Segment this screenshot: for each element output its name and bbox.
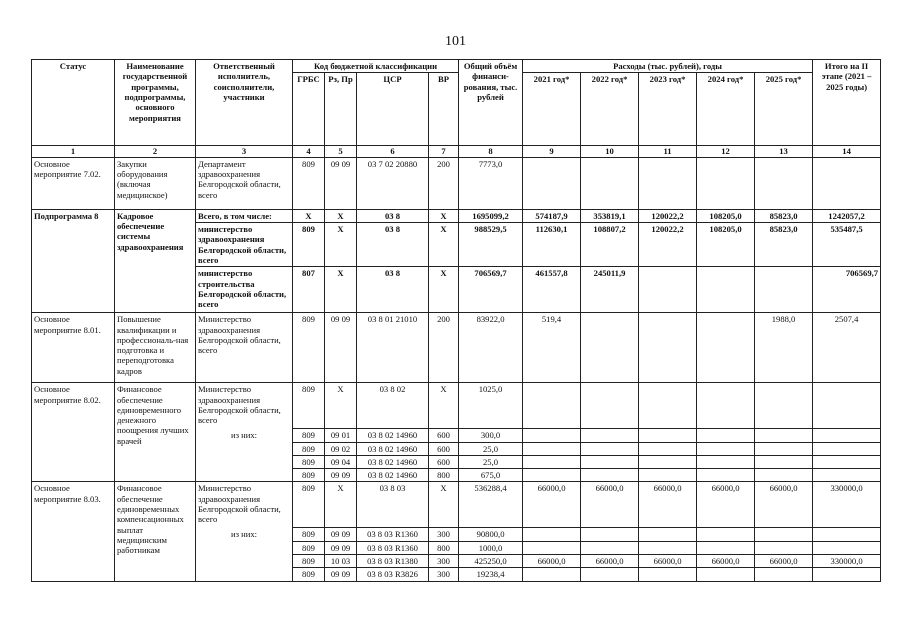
grbs-cell: 809 bbox=[293, 313, 325, 383]
responsible-cell: из них: bbox=[196, 528, 293, 541]
vr-cell: X bbox=[429, 383, 459, 429]
vr-cell: 600 bbox=[429, 442, 459, 455]
responsible-cell: министерство здравоохранения Белгородской области, всего bbox=[196, 222, 293, 266]
total-cell: 90800,0 bbox=[459, 528, 523, 541]
itogo-cell: 330000,0 bbox=[813, 555, 881, 568]
grbs-cell: 809 bbox=[293, 469, 325, 482]
grbs-cell: 809 bbox=[293, 157, 325, 209]
col-num: 13 bbox=[755, 146, 813, 157]
rz-cell: X bbox=[325, 222, 357, 266]
y2023-cell: 66000,0 bbox=[639, 555, 697, 568]
vr-cell: 600 bbox=[429, 429, 459, 442]
y2023-cell bbox=[639, 313, 697, 383]
rz-cell: 09 09 bbox=[325, 568, 357, 581]
col-num: 4 bbox=[293, 146, 325, 157]
csr-cell: 03 8 02 14960 bbox=[357, 429, 429, 442]
col-num: 5 bbox=[325, 146, 357, 157]
col-num: 2 bbox=[115, 146, 196, 157]
table-row bbox=[32, 157, 881, 209]
header-name: Наименование государственной программы, подпрограммы, основного мероприятия bbox=[115, 60, 196, 146]
y2021-cell: 461557,8 bbox=[523, 267, 581, 313]
y2024-cell bbox=[697, 157, 755, 209]
y2022-cell bbox=[581, 157, 639, 209]
csr-cell: 03 8 bbox=[357, 267, 429, 313]
rz-cell: 09 09 bbox=[325, 313, 357, 383]
y2024-cell: 108205,0 bbox=[697, 222, 755, 266]
status-cell: Основное мероприятие 8.01. bbox=[32, 313, 115, 383]
header-budget-code: Код бюджетной классификации bbox=[293, 60, 459, 73]
y2023-cell bbox=[639, 267, 697, 313]
grbs-cell: 809 bbox=[293, 429, 325, 442]
y2024-cell bbox=[697, 313, 755, 383]
grbs-cell: 809 bbox=[293, 222, 325, 266]
total-cell: 1025,0 bbox=[459, 383, 523, 429]
vr-cell: 300 bbox=[429, 555, 459, 568]
name-cell: Закупки оборудования (включая медицинское) bbox=[115, 157, 196, 209]
y2021-cell bbox=[523, 157, 581, 209]
rz-cell: 09 09 bbox=[325, 469, 357, 482]
csr-cell: 03 8 02 bbox=[357, 383, 429, 429]
header-responsible: Ответственный исполнитель, соисполнители, участники bbox=[196, 60, 293, 146]
col-num: 3 bbox=[196, 146, 293, 157]
vr-cell: 800 bbox=[429, 541, 459, 554]
y2025-cell bbox=[755, 267, 813, 313]
responsible-cell: Всего, в том числе: bbox=[196, 209, 293, 222]
y2025-cell bbox=[755, 383, 813, 429]
grbs-cell: 809 bbox=[293, 383, 325, 429]
csr-cell: 03 8 03 R3826 bbox=[357, 568, 429, 581]
status-cell: Основное мероприятие 7.02. bbox=[32, 157, 115, 209]
y2021-cell: 66000,0 bbox=[523, 555, 581, 568]
total-cell: 83922,0 bbox=[459, 313, 523, 383]
col-num: 6 bbox=[357, 146, 429, 157]
y2024-cell: 66000,0 bbox=[697, 555, 755, 568]
responsible-cell bbox=[196, 541, 293, 554]
grbs-cell: 809 bbox=[293, 541, 325, 554]
header-2025: 2025 год* bbox=[755, 73, 813, 146]
total-cell: 425250,0 bbox=[459, 555, 523, 568]
y2022-cell: 108807,2 bbox=[581, 222, 639, 266]
y2023-cell: 66000,0 bbox=[639, 482, 697, 528]
y2025-cell: 85823,0 bbox=[755, 209, 813, 222]
y2022-cell: 353819,1 bbox=[581, 209, 639, 222]
responsible-cell bbox=[196, 469, 293, 482]
vr-cell: X bbox=[429, 222, 459, 266]
csr-cell: 03 8 02 14960 bbox=[357, 469, 429, 482]
name-cell: Финансовое обеспечение единовременных компенсационных выплат медицинским работникам bbox=[115, 482, 196, 581]
rz-cell: 10 03 bbox=[325, 555, 357, 568]
vr-cell: 800 bbox=[429, 469, 459, 482]
y2025-cell: 66000,0 bbox=[755, 555, 813, 568]
rz-cell: 09 04 bbox=[325, 455, 357, 468]
header-2022: 2022 год* bbox=[581, 73, 639, 146]
y2024-cell: 108205,0 bbox=[697, 209, 755, 222]
csr-cell: 03 8 bbox=[357, 222, 429, 266]
budget-table bbox=[31, 59, 881, 582]
csr-cell: 03 8 03 R1360 bbox=[357, 541, 429, 554]
responsible-cell bbox=[196, 442, 293, 455]
rz-cell: 09 02 bbox=[325, 442, 357, 455]
csr-cell: 03 8 02 14960 bbox=[357, 442, 429, 455]
y2022-cell bbox=[581, 383, 639, 429]
table-row bbox=[32, 383, 881, 429]
page-number: 101 bbox=[445, 34, 466, 49]
table-row bbox=[32, 482, 881, 528]
status-cell: Основное мероприятие 8.02. bbox=[32, 383, 115, 482]
y2024-cell bbox=[697, 267, 755, 313]
itogo-cell: 2507,4 bbox=[813, 313, 881, 383]
vr-cell: X bbox=[429, 267, 459, 313]
y2022-cell: 66000,0 bbox=[581, 555, 639, 568]
name-cell: Кадровое обеспечение системы здравоохранения bbox=[115, 209, 196, 313]
rz-cell: 09 09 bbox=[325, 528, 357, 541]
col-num: 8 bbox=[459, 146, 523, 157]
rz-cell: 09 01 bbox=[325, 429, 357, 442]
csr-cell: 03 8 03 bbox=[357, 482, 429, 528]
itogo-cell bbox=[813, 383, 881, 429]
total-cell: 1695099,2 bbox=[459, 209, 523, 222]
header-vr: ВР bbox=[429, 73, 459, 146]
grbs-cell: 809 bbox=[293, 442, 325, 455]
rz-cell: 09 09 bbox=[325, 541, 357, 554]
vr-cell: 300 bbox=[429, 568, 459, 581]
grbs-cell: X bbox=[293, 209, 325, 222]
csr-cell: 03 8 03 R1360 bbox=[357, 528, 429, 541]
y2021-cell: 66000,0 bbox=[523, 482, 581, 528]
y2023-cell: 120022,2 bbox=[639, 222, 697, 266]
itogo-cell: 330000,0 bbox=[813, 482, 881, 528]
grbs-cell: 809 bbox=[293, 455, 325, 468]
y2025-cell bbox=[755, 157, 813, 209]
y2021-cell bbox=[523, 383, 581, 429]
grbs-cell: 809 bbox=[293, 568, 325, 581]
y2022-cell: 245011,9 bbox=[581, 267, 639, 313]
responsible-cell: из них: bbox=[196, 429, 293, 442]
col-num: 7 bbox=[429, 146, 459, 157]
total-cell: 1000,0 bbox=[459, 541, 523, 554]
itogo-cell: 706569,7 bbox=[813, 267, 881, 313]
y2023-cell bbox=[639, 383, 697, 429]
col-num: 11 bbox=[639, 146, 697, 157]
y2024-cell: 66000,0 bbox=[697, 482, 755, 528]
header-2023: 2023 год* bbox=[639, 73, 697, 146]
total-cell: 7773,0 bbox=[459, 157, 523, 209]
y2025-cell: 85823,0 bbox=[755, 222, 813, 266]
vr-cell: 600 bbox=[429, 455, 459, 468]
col-num: 1 bbox=[32, 146, 115, 157]
grbs-cell: 809 bbox=[293, 482, 325, 528]
total-cell: 536288,4 bbox=[459, 482, 523, 528]
csr-cell: 03 8 03 R1380 bbox=[357, 555, 429, 568]
grbs-cell: 809 bbox=[293, 555, 325, 568]
header-status: Статус bbox=[32, 60, 115, 146]
responsible-cell: Министерство здравоохранения Белгородской области, всего bbox=[196, 482, 293, 528]
grbs-cell: 809 bbox=[293, 528, 325, 541]
header-itogo: Итого на II этапе (2021 – 2025 годы) bbox=[813, 60, 881, 146]
status-cell: Подпрограмма 8 bbox=[32, 209, 115, 313]
vr-cell: X bbox=[429, 209, 459, 222]
itogo-cell: 1242057,2 bbox=[813, 209, 881, 222]
total-cell: 19238,4 bbox=[459, 568, 523, 581]
y2021-cell: 112630,1 bbox=[523, 222, 581, 266]
csr-cell: 03 7 02 20880 bbox=[357, 157, 429, 209]
y2024-cell bbox=[697, 383, 755, 429]
responsible-cell: министерство строительства Белгородской области, всего bbox=[196, 267, 293, 313]
header-grbs: ГРБС bbox=[293, 73, 325, 146]
col-num: 9 bbox=[523, 146, 581, 157]
total-cell: 300,0 bbox=[459, 429, 523, 442]
col-num: 14 bbox=[813, 146, 881, 157]
vr-cell: 200 bbox=[429, 313, 459, 383]
header-2024: 2024 год* bbox=[697, 73, 755, 146]
y2023-cell: 120022,2 bbox=[639, 209, 697, 222]
itogo-cell bbox=[813, 157, 881, 209]
responsible-cell bbox=[196, 555, 293, 568]
name-cell: Финансовое обеспечение единовременного денежного поощрения лучших врачей bbox=[115, 383, 196, 482]
rz-cell: X bbox=[325, 209, 357, 222]
table-row bbox=[32, 313, 881, 383]
responsible-cell bbox=[196, 455, 293, 468]
table-row bbox=[32, 209, 881, 222]
y2023-cell bbox=[639, 157, 697, 209]
header-2021: 2021 год* bbox=[523, 73, 581, 146]
csr-cell: 03 8 01 21010 bbox=[357, 313, 429, 383]
responsible-cell bbox=[196, 568, 293, 581]
csr-cell: 03 8 bbox=[357, 209, 429, 222]
rz-cell: X bbox=[325, 482, 357, 528]
header-expenses: Расходы (тыс. рублей), годы bbox=[523, 60, 813, 73]
responsible-cell: Департамент здравоохранения Белгородской области, всего bbox=[196, 157, 293, 209]
rz-cell: X bbox=[325, 383, 357, 429]
total-cell: 706569,7 bbox=[459, 267, 523, 313]
column-number-row bbox=[32, 146, 881, 157]
y2021-cell: 519,4 bbox=[523, 313, 581, 383]
total-cell: 25,0 bbox=[459, 455, 523, 468]
header-csr: ЦСР bbox=[357, 73, 429, 146]
header-rz-pr: Рз, Пр bbox=[325, 73, 357, 146]
col-num: 10 bbox=[581, 146, 639, 157]
total-cell: 675,0 bbox=[459, 469, 523, 482]
name-cell: Повышение квалификации и профессиональ-ная подготовка и переподготовка кадров bbox=[115, 313, 196, 383]
total-cell: 988529,5 bbox=[459, 222, 523, 266]
responsible-cell: Министерство здравоохранения Белгородской области, всего bbox=[196, 383, 293, 429]
grbs-cell: 807 bbox=[293, 267, 325, 313]
y2022-cell: 66000,0 bbox=[581, 482, 639, 528]
col-num: 12 bbox=[697, 146, 755, 157]
status-cell: Основное мероприятие 8.03. bbox=[32, 482, 115, 581]
y2022-cell bbox=[581, 313, 639, 383]
total-cell: 25,0 bbox=[459, 442, 523, 455]
responsible-cell: Министерство здравоохранения Белгородской области, всего bbox=[196, 313, 293, 383]
vr-cell: 300 bbox=[429, 528, 459, 541]
vr-cell: 200 bbox=[429, 157, 459, 209]
rz-cell: 09 09 bbox=[325, 157, 357, 209]
y2025-cell: 1988,0 bbox=[755, 313, 813, 383]
y2025-cell: 66000,0 bbox=[755, 482, 813, 528]
header-row-1 bbox=[32, 60, 881, 73]
header-total-volume: Общий объём финанси-рования, тыс. рублей bbox=[459, 60, 523, 146]
itogo-cell: 535487,5 bbox=[813, 222, 881, 266]
vr-cell: X bbox=[429, 482, 459, 528]
y2021-cell: 574187,9 bbox=[523, 209, 581, 222]
rz-cell: X bbox=[325, 267, 357, 313]
csr-cell: 03 8 02 14960 bbox=[357, 455, 429, 468]
